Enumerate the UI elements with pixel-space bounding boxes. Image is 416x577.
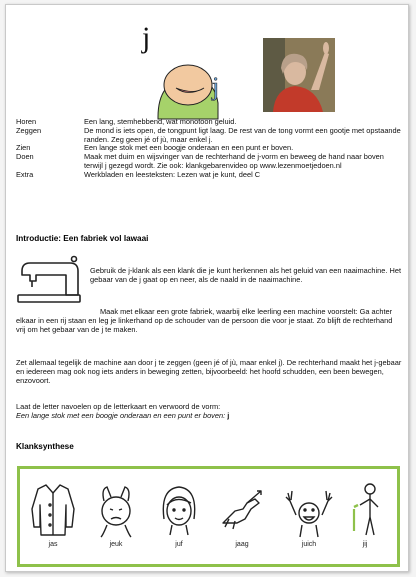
intro-paragraph-5: Een lange stok met een boogje onderaan en een punt er boven: j <box>16 411 230 420</box>
letter-heading: j <box>142 21 151 54</box>
word-label: jas <box>48 541 58 548</box>
info-row-doen: Doen Maak met duim en wijsvinger van de rechterhand de j-vorm en beweeg de hand naar boven terwijl j gezegd wordt. Zie ook: klankgebarenvideo op www.lezenmoetjedoen.nl <box>16 152 384 170</box>
teacher-icon <box>154 479 204 539</box>
info-row-zien: Zien Een lange stok met een boogje onderaan en een punt er boven. <box>16 143 294 153</box>
word-pictures-frame <box>17 466 400 567</box>
word-label: juf <box>175 541 183 548</box>
intro-paragraph-2: Maak met elkaar een grote fabriek, waarbij elke leerling een machine voorstelt: Ga achter elkaar in een rij staan en leg je linkerhand op de schouder van de persoon die voor je staat. Zo blijft de rechterhand vrij om het gebaar van de j te maken. <box>16 307 393 334</box>
worksheet-page <box>5 4 409 572</box>
intro-paragraph-3: Zet allemaal tegelijk de machine aan door j te zeggen (geen jé of jù, maar enkel j). De rechterhand maakt het j-gebaar en iedereen mag ook nog iets anders in beweging zetten, bijvoorbeeld: het hoofd schudden, een been bewegen, enzovoort. <box>16 358 402 385</box>
sewing-machine-icon <box>16 255 82 305</box>
word-label: jij <box>362 541 368 548</box>
info-row-extra: Extra Werkbladen en leesteksten: Lezen wat je kunt, deel C <box>16 169 261 179</box>
coat-icon <box>28 479 78 539</box>
itch-icon <box>91 479 141 539</box>
svg-text:j: j <box>212 72 220 101</box>
word-label: jeuk <box>109 541 123 548</box>
cheer-icon <box>284 479 334 539</box>
intro-paragraph-1: Gebruik de j-klank als een klank die je kunt herkennen als het geluid van een naaimachine. Het gebaar van de j gaat op en neer, als de naald in de naaimachine. <box>90 266 402 284</box>
word-label: juich <box>301 541 317 548</box>
word-label: jaag <box>235 541 249 548</box>
teacher-gesture-photo <box>263 38 335 112</box>
chase-icon <box>217 479 267 539</box>
letter-info-table <box>16 118 402 180</box>
info-row-zeggen: Zeggen De mond is iets open, de tongpunt ligt laag. De rest van de tong vormt een gootje met opstaande randen. Zeg geen jé of jù, maar enkel j. <box>16 125 401 144</box>
you-pointing-icon <box>340 479 390 539</box>
intro-paragraph-4: Laat de letter navoelen op de letterkaart en verwoord de vorm: <box>16 402 221 411</box>
info-row-horen: Horen Een lang, stemhebbend, wat monotoon geluid. <box>16 117 237 126</box>
mouth-articulation-icon <box>154 55 226 121</box>
intro-title: Introductie: Een fabriek vol lawaai <box>16 234 149 243</box>
synthesis-title: Klanksynthese <box>16 442 74 451</box>
